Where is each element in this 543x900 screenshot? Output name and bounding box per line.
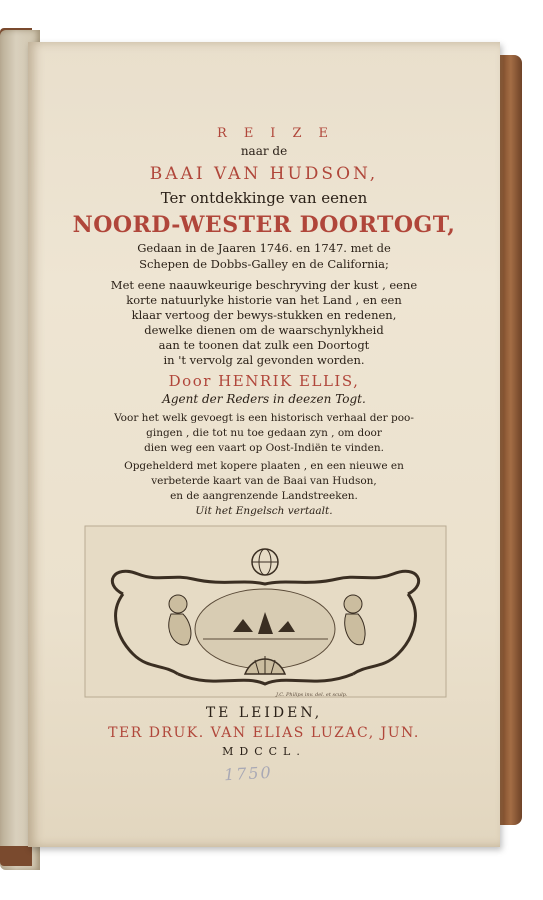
line-dewelke: dewelke dienen om de waarschynlykheid — [144, 323, 384, 337]
line-aangrenzende: en de aangrenzende Landstreeken. — [170, 490, 358, 502]
binding-bottom — [0, 846, 32, 866]
line-klaar: klaar vertoog der bewys-stukken en redenen, — [131, 308, 397, 322]
line-uit-het-engelsch: Uit het Engelsch vertaalt. — [195, 505, 333, 517]
line-dien-weg: dien weg een vaart op Oost-Indiën te vinden. — [144, 442, 384, 454]
title-page — [28, 42, 500, 847]
imprint-year: MDCCL. — [222, 745, 306, 758]
engraver-signature: J.C. Philips inv. del. et sculp. — [276, 692, 348, 698]
author-line: Door HENRIK ELLIS, — [168, 372, 360, 390]
line-schepen: Schepen de Dobbs-Galley en de California; — [139, 257, 389, 271]
line-verbeterde: verbeterde kaart van de Baai van Hudson, — [151, 475, 377, 487]
title-reize: REIZE — [217, 126, 345, 141]
title-ter-ontdekkinge: Ter ontdekkinge van eenen — [160, 189, 368, 207]
line-gingen: gingen , die tot nu toe gedaan zyn , om door — [146, 427, 382, 439]
engraved-vignette — [83, 524, 448, 699]
title-noord-wester: NOORD-WESTER DOORTOGT, — [72, 212, 456, 238]
line-gedaan: Gedaan in de Jaaren 1746. en 1747. met de — [137, 241, 391, 255]
line-vervolg: in 't vervolg zal gevonden worden. — [163, 353, 365, 367]
line-voor-het: Voor het welk gevoegt is een historisch verhaal der poo- — [114, 412, 414, 424]
imprint-place: TE LEIDEN, — [205, 705, 323, 721]
title-baai-van-hudson: BAAI VAN HUDSON, — [149, 164, 379, 184]
title-naar-de: naar de — [240, 144, 288, 158]
imprint-printer: TER DRUK. VAN ELIAS LUZAC, JUN. — [108, 725, 420, 741]
pencil-annotation: 1750 — [223, 762, 274, 785]
line-aan-te-toonen: aan te toonen dat zulk een Doortogt — [158, 338, 370, 352]
line-korte: korte natuurlyke historie van het Land , en een — [126, 293, 402, 307]
line-met-eene: Met eene naauwkeurige beschryving der kust , eene — [110, 278, 418, 292]
line-opgehelderd: Opgehelderd met kopere plaaten , en een nieuwe en — [124, 460, 404, 472]
author-role: Agent der Reders in deezen Togt. — [162, 392, 366, 406]
